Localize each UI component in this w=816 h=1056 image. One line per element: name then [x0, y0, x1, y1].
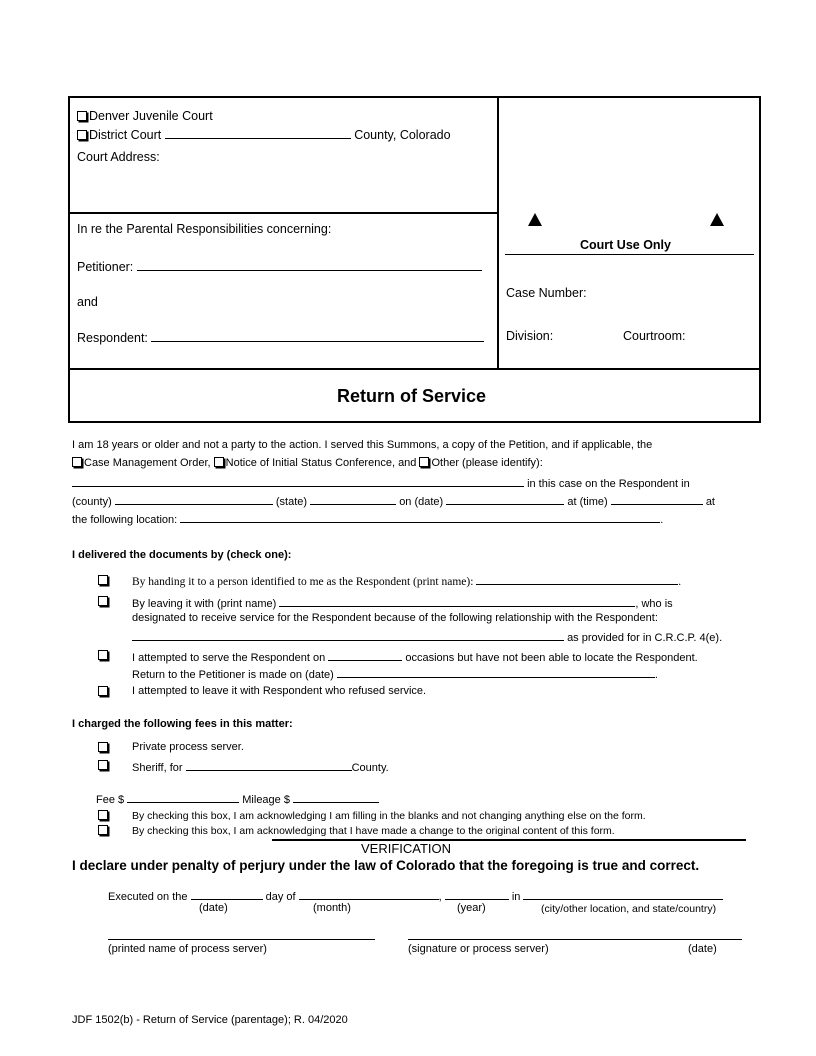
- year-caption: (year): [457, 902, 486, 914]
- form-footer: JDF 1502(b) - Return of Service (parentage); R. 04/2020: [72, 1014, 348, 1026]
- and-label: and: [77, 295, 98, 309]
- executed-row: Executed on the day of , in: [108, 888, 723, 903]
- respondent-name-input[interactable]: [476, 573, 678, 585]
- court-option-denver[interactable]: Denver Juvenile Court: [77, 109, 213, 123]
- respondent-row: Respondent:: [77, 330, 484, 345]
- checkbox[interactable]: [419, 457, 429, 467]
- intro-line-4: (county) (state) on (date) at (time) at: [72, 493, 715, 508]
- time-input[interactable]: [611, 493, 703, 505]
- verification-declaration: I declare under penalty of perjury under the law of Colorado that the foregoing is true and correct.: [72, 858, 700, 873]
- month-caption: (month): [313, 902, 351, 914]
- delivered-item-4: I attempted to leave it with Respondent who refused service.: [132, 685, 427, 697]
- intro-line-3: in this case on the Respondent in: [72, 475, 690, 490]
- other-field[interactable]: [72, 475, 524, 487]
- checkbox[interactable]: [98, 575, 108, 585]
- caption-left-divider: [68, 212, 498, 214]
- triangle-icon: [528, 213, 542, 226]
- division-label: Division:: [506, 329, 554, 343]
- triangle-icon: [710, 213, 724, 226]
- case-number-label: Case Number:: [506, 286, 587, 300]
- return-date-input[interactable]: [337, 666, 655, 678]
- sheriff-county-input[interactable]: [186, 759, 352, 771]
- delivered-item-3a: I attempted to serve the Respondent on occasions but have not been able to locate the Respondent.: [132, 649, 698, 664]
- signature-date-caption: (date): [688, 943, 717, 955]
- respondent-field[interactable]: [151, 330, 484, 342]
- occasions-input[interactable]: [328, 649, 402, 661]
- executed-location-input[interactable]: [523, 888, 723, 900]
- verification-title: VERIFICATION: [361, 841, 452, 856]
- caption-title-divider: [68, 368, 761, 370]
- checkbox[interactable]: [98, 760, 108, 770]
- executed-year-input[interactable]: [445, 888, 509, 900]
- courtroom-label: Courtroom:: [623, 329, 686, 343]
- signature-caption: (signature or process server): [408, 943, 549, 955]
- relationship-input[interactable]: [132, 629, 564, 641]
- printed-name-line[interactable]: [108, 939, 375, 940]
- fee-row: Fee $ Mileage $: [96, 791, 379, 806]
- fee-input[interactable]: [127, 791, 239, 803]
- checkbox[interactable]: [98, 742, 108, 752]
- printed-name-caption: (printed name of process server): [108, 943, 267, 955]
- court-use-divider: [505, 254, 754, 255]
- delivered-item-2a: By leaving it with (print name) , who is: [132, 595, 673, 610]
- executed-month-input[interactable]: [299, 888, 439, 900]
- checkbox[interactable]: [98, 596, 108, 606]
- checkbox[interactable]: [77, 130, 87, 140]
- checkbox[interactable]: [98, 825, 108, 835]
- county-field[interactable]: [165, 127, 351, 139]
- intro-options: Case Management Order, Notice of Initial Status Conference, and Other (please identify):: [72, 457, 543, 469]
- delivered-item-3c: Return to the Petitioner is made on (date) .: [132, 666, 658, 681]
- court-option-district[interactable]: District Court County, Colorado: [77, 127, 451, 142]
- verification-rule: [272, 839, 746, 841]
- signature-line[interactable]: [408, 939, 742, 940]
- caption-vertical-divider: [497, 96, 499, 369]
- checkbox[interactable]: [98, 650, 108, 660]
- date-input[interactable]: [446, 493, 564, 505]
- mileage-input[interactable]: [293, 791, 379, 803]
- court-address-label: Court Address:: [77, 150, 160, 164]
- delivered-item-2d: as provided for in C.R.C.P. 4(e).: [132, 629, 722, 644]
- executed-day-input[interactable]: [191, 888, 263, 900]
- location-input[interactable]: [180, 511, 660, 523]
- court-use-only: Court Use Only: [580, 238, 671, 252]
- in-re-label: In re the Parental Responsibilities concerning:: [77, 222, 332, 236]
- city-caption: (city/other location, and state/country): [541, 903, 717, 915]
- page-title: Return of Service: [337, 386, 487, 406]
- checkbox[interactable]: [77, 111, 87, 121]
- sheriff-row: Sheriff, for County.: [132, 759, 389, 774]
- delivered-heading: I delivered the documents by (check one):: [72, 549, 292, 561]
- ack-2: By checking this box, I am acknowledging that I have made a change to the original content of this form.: [132, 825, 615, 837]
- fees-heading: I charged the following fees in this matter:: [72, 718, 293, 730]
- county-input[interactable]: [115, 493, 273, 505]
- petitioner-row: Petitioner:: [77, 259, 482, 274]
- checkbox[interactable]: [98, 686, 108, 696]
- petitioner-field[interactable]: [137, 259, 482, 271]
- intro-line-1: I am 18 years or older and not a party to the action. I served this Summons, a copy of the Petition, and if applicable, the: [72, 439, 653, 451]
- state-input[interactable]: [310, 493, 396, 505]
- checkbox[interactable]: [98, 810, 108, 820]
- date-caption: (date): [199, 902, 228, 914]
- delivered-item-2c: designated to receive service for the Respondent because of the following relationship with the Respondent:: [132, 612, 658, 624]
- checkbox[interactable]: [72, 457, 82, 467]
- intro-line-5: the following location: .: [72, 511, 663, 526]
- private-server-label: Private process server.: [132, 741, 244, 753]
- checkbox[interactable]: [214, 457, 224, 467]
- delivered-item-1: By handing it to a person identified to me as the Respondent (print name): .: [132, 573, 681, 588]
- leave-with-input[interactable]: [279, 595, 635, 607]
- ack-1: By checking this box, I am acknowledging I am filling in the blanks and not changing anything else on the form.: [132, 810, 646, 822]
